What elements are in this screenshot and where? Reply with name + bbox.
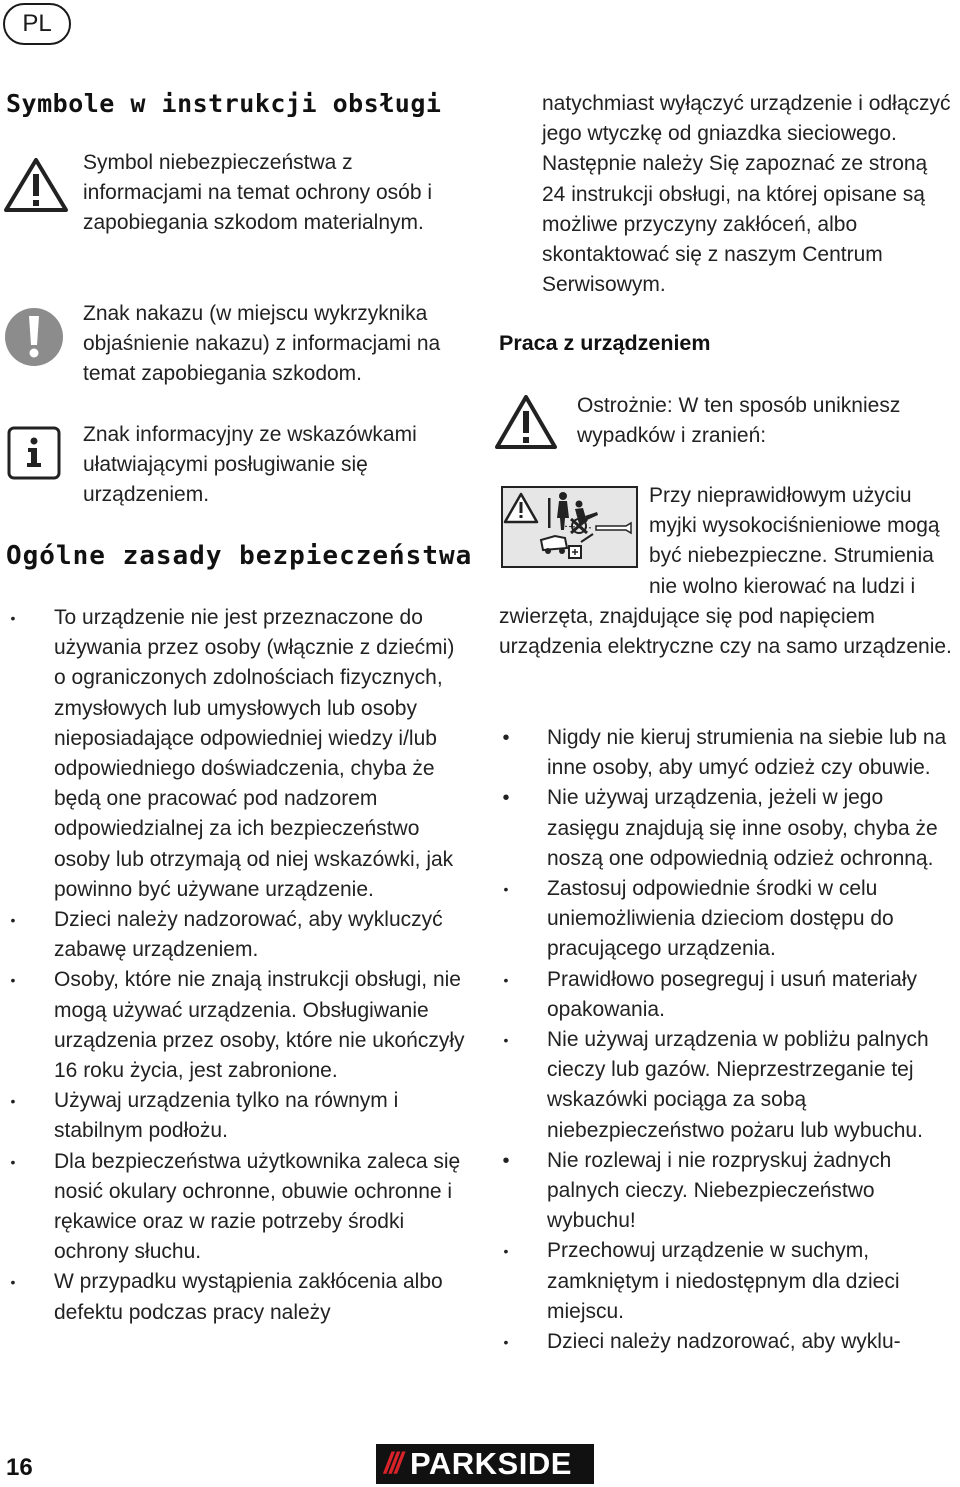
list-item: • Nie rozlewaj i nie rozpryskuj żadnych palnych cieczy. Niebezpieczeństwo wybuchu! xyxy=(502,1148,892,1233)
symbol-description-info: Znak informacyjny ze wskazówkami ułatwiającymi posługiwanie się urządzeniem. xyxy=(83,423,417,507)
parkside-logo xyxy=(376,1444,594,1484)
pictogram-float-spacer xyxy=(499,481,649,573)
section-title-symbols: Symbole w instrukcji obsługi xyxy=(6,89,442,118)
list-item: • Nie używaj urządzenia w pobliżu palnych cieczy lub gazów. Nieprzestrzeganie tej wskazówki pociąga za sobą niebezpieczeństwo pożaru lub wybuchu. xyxy=(503,1028,929,1142)
list-item: • Dla bezpieczeństwa użytkownika zaleca się nosić okulary ochronne, obuwie ochronne i rękawice oraz w razie potrzeby środki ochrony słuchu. xyxy=(10,1149,461,1264)
jet-warning-paragraph: Przy nieprawidłowym użyciu myjki wysokociśnieniowe mogą być niebezpieczne. Strumienia nie wolno kierować na ludzi i zwierzęta, znajdujące się pod napięciem urządzenia elektryczne czy na samo urządzenie. xyxy=(499,481,960,662)
section-title-safety: Ogólne zasady bezpieczeństwa xyxy=(6,541,473,571)
list-item: • Osoby, które nie znają instrukcji obsługi, nie mogą używać urządzenia. Obsługiwanie urządzenia przez osoby, które nie ukończyły 16 roku życia, jest zabronione. xyxy=(10,968,465,1083)
list-item: • To urządzenie nie jest przeznaczone do używania przez osoby (włącznie z dziećmi) o ograniczonych zdolnościach fizycznych, zmysłowych lub umysłowych lub osoby nieposiadające odpowiedniej wiedzy i/lub odpowiedniego doświadczenia, chyba że będą one pracować pod nadzorem odpowiedzialnej za ich bezpieczeństwo osoby lub otrzymają od niej wskazówki, jak powinno być używane urządzenie. xyxy=(10,606,455,901)
language-badge: PL xyxy=(3,3,71,45)
page-number: 16 xyxy=(6,1454,33,1481)
info-square-icon xyxy=(7,426,61,485)
caution-text: Ostrożnie: W ten sposób unikniesz wypadków i zranień: xyxy=(577,394,901,448)
mandatory-exclamation-circle-icon xyxy=(4,307,64,372)
logo-wordmark: PARKSIDE xyxy=(410,1446,572,1481)
list-item: • Nie używaj urządzenia, jeżeli w jego zasięgu znajdują się inne osoby, chyba że noszą one odpowiednią odzież ochronną. xyxy=(502,786,938,870)
list-item: • Zastosuj odpowiednie środki w celu uniemożliwienia dzieciom dostępu do pracującego urządzenia. xyxy=(503,877,894,961)
safety-bullet-list-right xyxy=(499,723,960,1357)
warning-triangle-icon xyxy=(3,157,69,218)
list-item: • Przechowuj urządzenie w suchym, zamkniętym i niedostępnym dla dzieci miejscu. xyxy=(503,1239,900,1323)
warning-triangle-icon xyxy=(494,394,558,455)
logo-slashes: /// xyxy=(384,1447,401,1480)
safety-bullet-list-left xyxy=(6,603,471,1328)
list-item: • Prawidłowo posegreguj i usuń materiały opakowania. xyxy=(503,967,918,1021)
list-item: • W przypadku wystąpienia zakłócenia albo defektu podczas pracy należy xyxy=(10,1270,443,1324)
list-item: • Dzieci należy nadzorować, aby wyklu- xyxy=(503,1330,901,1354)
subheading-working: Praca z urządzeniem xyxy=(499,331,711,355)
continuation-paragraph: natychmiast wyłączyć urządzenie i odłączyć jego wtyczkę od gniazdka sieciowego. Następnie należy Się zapoznać ze stroną 24 instrukcji obsługi, na której opisane są możliwe przyczyny zakłóceń, albo skontaktować się z naszym Centrum Serwisowym. xyxy=(542,92,951,297)
list-item: • Używaj urządzenia tylko na równym i stabilnym podłożu. xyxy=(10,1089,399,1143)
symbol-description-mandatory: Znak nakazu (w miejscu wykrzyknika objaśnienie nakazu) z informacjami na temat zapobiegania szkodom. xyxy=(83,302,441,386)
list-item: • Dzieci należy nadzorować, aby wykluczyć zabawę urządzeniem. xyxy=(10,908,443,962)
symbol-description-warning: Symbol niebezpieczeństwa z informacjami na temat ochrony osób i zapobiegania szkodom materialnym. xyxy=(83,151,432,235)
list-item: • Nigdy nie kieruj strumienia na siebie lub na inne osoby, aby umyć odzież czy obuwie. xyxy=(502,726,947,780)
